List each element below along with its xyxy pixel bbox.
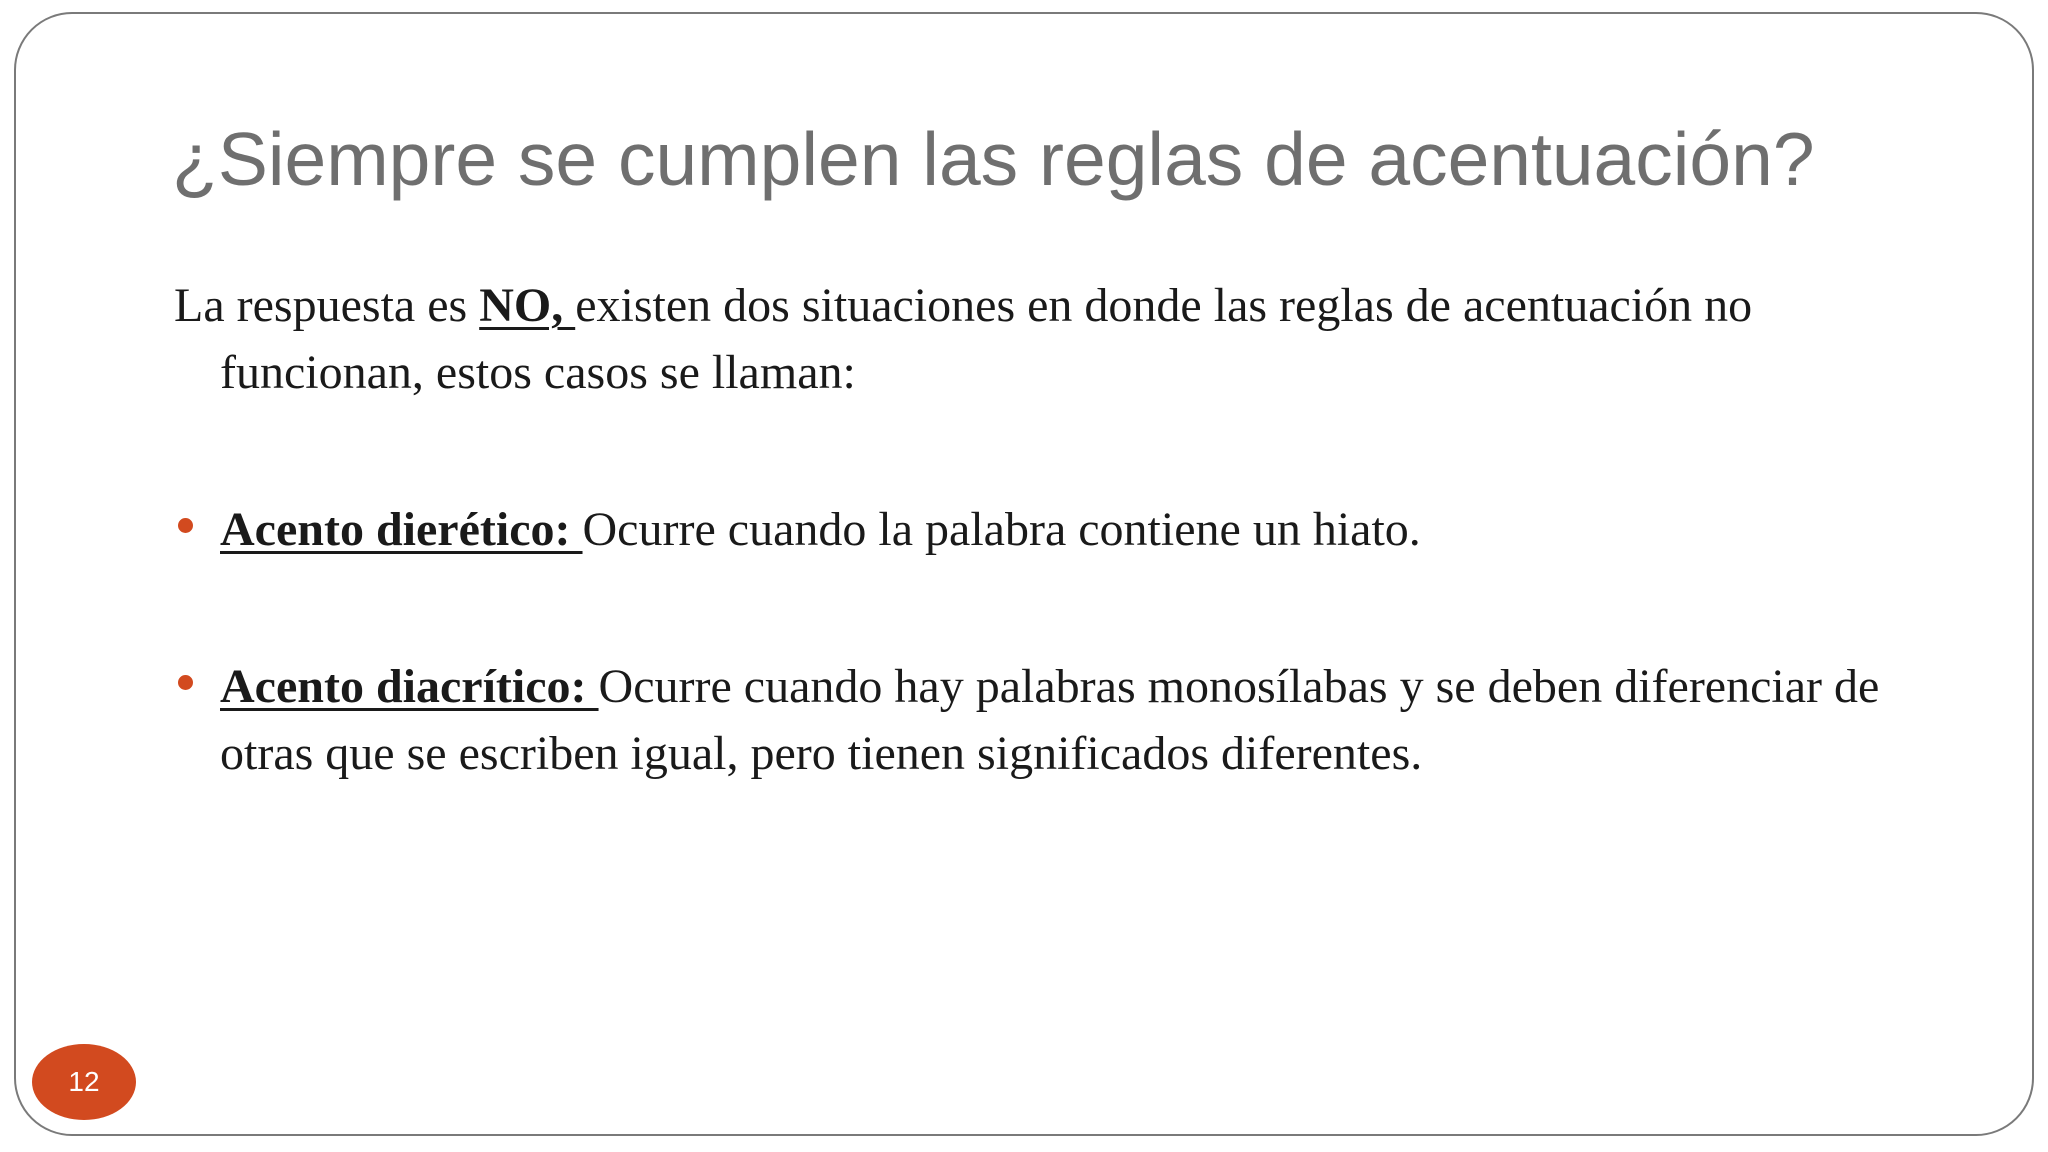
bullet-text: Ocurre cuando la palabra contiene un hiato. bbox=[582, 503, 1421, 556]
bullet-item-diacritico bbox=[174, 653, 1934, 787]
intro-text-before: La respuesta es bbox=[174, 279, 480, 332]
bullet-term: Acento dierético: bbox=[220, 503, 583, 556]
bullet-dot-icon bbox=[178, 518, 193, 533]
bullet-text: Ocurre cuando hay palabras monosílabas y se deben diferenciar de otras que se escriben igual, pero tienen significados diferentes. bbox=[220, 660, 1880, 780]
intro-emphasis: NO, bbox=[479, 279, 576, 332]
slide-frame bbox=[14, 12, 2034, 1136]
bullet-dot-icon bbox=[178, 675, 193, 690]
bullet-term: Acento diacrítico: bbox=[220, 660, 599, 713]
intro-text-after: existen dos situaciones en donde las reglas de acentuación no funcionan, estos casos se llaman: bbox=[220, 279, 1753, 399]
slide-title: ¿Siempre se cumplen las reglas de acentuación? bbox=[172, 117, 1815, 201]
intro-paragraph bbox=[174, 272, 1934, 406]
slide-number: 12 bbox=[68, 1066, 100, 1097]
bullet-item-dieretico bbox=[174, 496, 1934, 563]
slide-body bbox=[174, 272, 1934, 787]
slide-number-badge bbox=[32, 1044, 136, 1120]
